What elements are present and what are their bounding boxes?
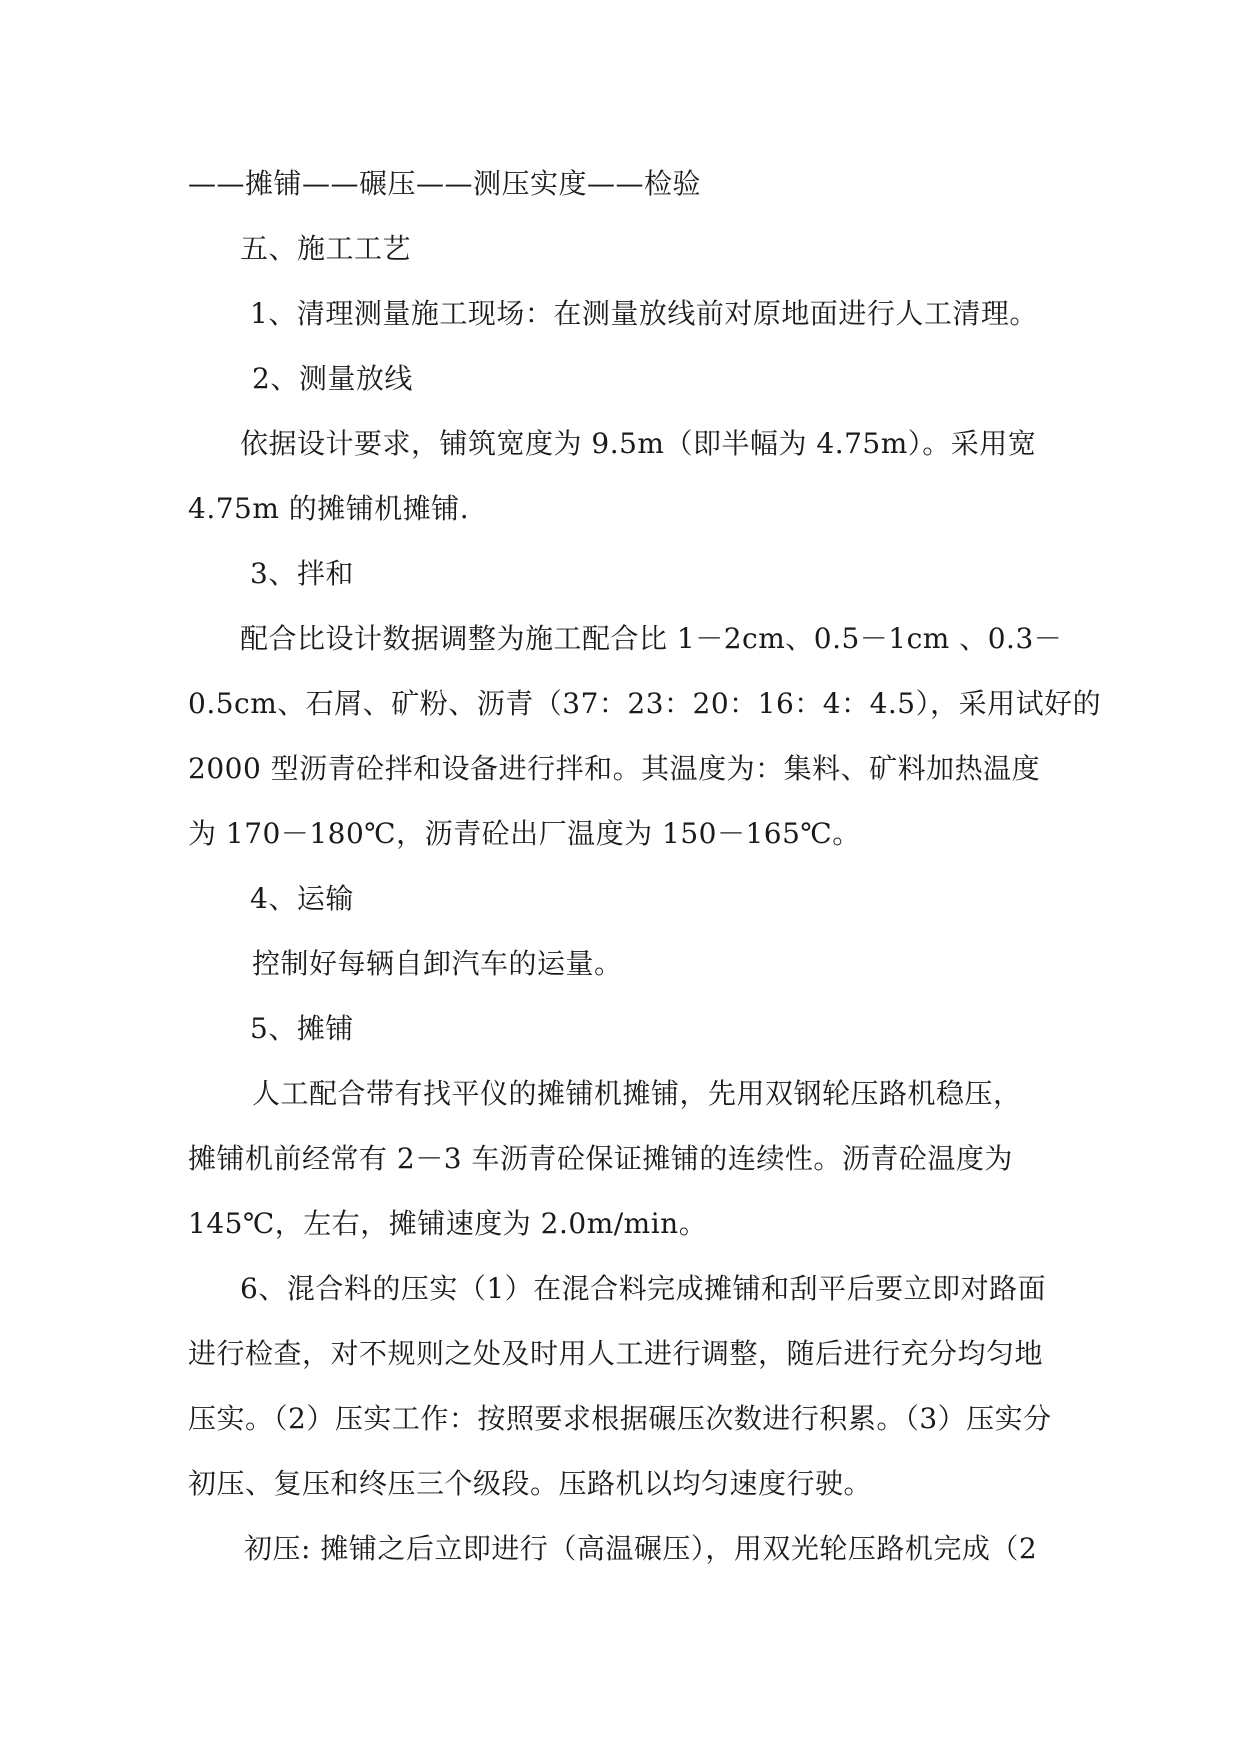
process-flow-line: ——摊铺——碾压——测压实度——检验	[188, 167, 702, 200]
paragraph-line: 摊铺机前经常有 2－3 车沥青砼保证摊铺的连续性。沥青砼温度为	[188, 1142, 1013, 1175]
step-1-clearing: 1、清理测量施工现场：在测量放线前对原地面进行人工清理。	[250, 297, 1038, 330]
paragraph-line: 依据设计要求，铺筑宽度为 9.5m（即半幅为 4.75m）。采用宽	[240, 427, 1037, 460]
paragraph-line: 4.75m 的摊铺机摊铺.	[188, 492, 470, 525]
step-5-heading: 5、摊铺	[250, 1012, 354, 1045]
paragraph-line: 配合比设计数据调整为施工配合比 1－2cm、0.5－1cm 、0.3－	[240, 622, 1063, 655]
paragraph-line: 145℃，左右，摊铺速度为 2.0m/min。	[188, 1207, 708, 1240]
paragraph-line: 初压: 摊铺之后立即进行（高温碾压），用双光轮压路机完成（2	[244, 1532, 1038, 1565]
paragraph-line: 2000 型沥青砼拌和设备进行拌和。其温度为：集料、矿料加热温度	[188, 752, 1041, 785]
step-6-paragraph-line: 6、混合料的压实（1）在混合料完成摊铺和刮平后要立即对路面	[240, 1272, 1047, 1305]
section-heading-construction-process: 五、施工工艺	[240, 232, 412, 265]
step-4-heading: 4、运输	[250, 882, 354, 915]
paragraph-line: 人工配合带有找平仪的摊铺机摊铺，先用双钢轮压路机稳压，	[252, 1077, 1022, 1110]
paragraph-line: 进行检查，对不规则之处及时用人工进行调整，随后进行充分均匀地	[188, 1337, 1044, 1370]
step-3-heading: 3、拌和	[250, 557, 354, 590]
paragraph-line: 0.5cm、石屑、矿粉、沥青（37：23：20：16：4：4.5），采用试好的	[188, 687, 1102, 720]
paragraph-line: 压实。（2）压实工作：按照要求根据碾压次数进行积累。（3）压实分	[188, 1402, 1052, 1435]
paragraph-line: 为 170－180℃，沥青砼出厂温度为 150－165℃。	[188, 817, 861, 850]
paragraph-line: 控制好每辆自卸汽车的运量。	[252, 947, 623, 980]
paragraph-line: 初压、复压和终压三个级段。压路机以均匀速度行驶。	[188, 1467, 873, 1500]
step-2-heading: 2、测量放线	[252, 362, 413, 395]
